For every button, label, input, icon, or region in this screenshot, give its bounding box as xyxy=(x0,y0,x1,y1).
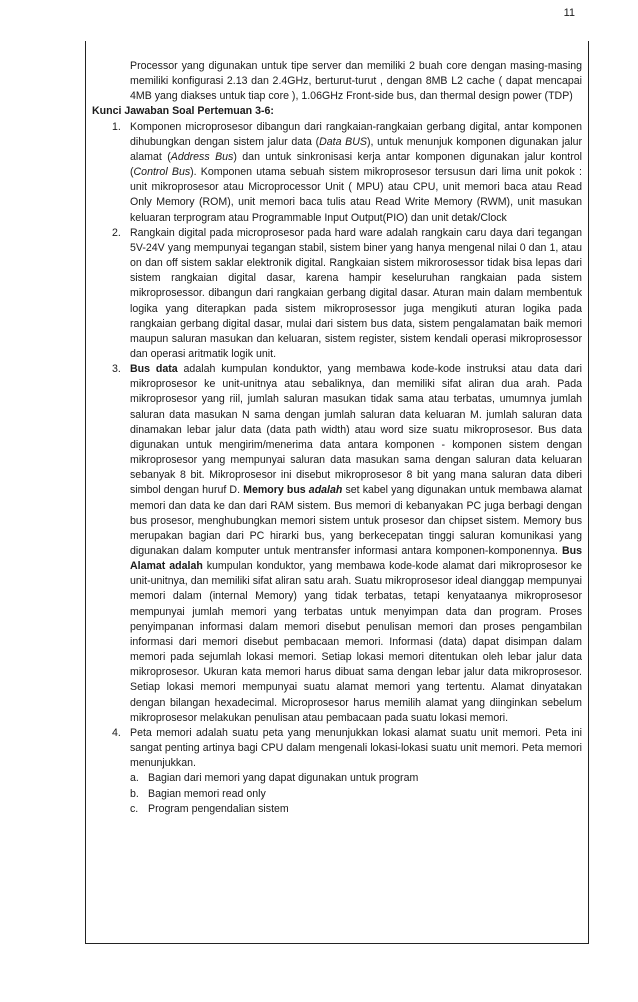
answer-text: ), untuk menunjuk komponen digunakan jalur alamat ( xyxy=(130,135,583,163)
answer-item-3 xyxy=(92,362,582,726)
answer-item-1 xyxy=(92,120,582,226)
page-number: 11 xyxy=(563,7,575,19)
italic-term: Data BUS xyxy=(319,135,367,148)
bold-italic-term: adalah xyxy=(308,484,343,497)
bold-term: Bus data xyxy=(130,363,178,376)
sub-item-letter: c. xyxy=(130,802,139,815)
answer-list xyxy=(92,120,582,817)
item-number: 2. xyxy=(112,226,121,239)
answer-text: ) dan untuk sinkronisasi kerja antar komponen digunakan jalur kontrol ( xyxy=(130,150,582,179)
item-number: 4. xyxy=(112,726,121,739)
bold-term: Memory bus xyxy=(243,484,306,497)
sub-item-letter: b. xyxy=(130,787,139,800)
intro-paragraph: Processor yang digunakan untuk tipe server dan memiliki 2 buah core dengan masing-masing memiliki konfigurasi 2.13 dan 2.4GHz, berturut-turut , dengan 8MB L2 cache ( dapat mencapai 4MB yang diakses untuk tiap core ), 1.06GHz Front-side bus, dan thermal design power (TDP) xyxy=(130,60,582,103)
content-box xyxy=(85,41,589,944)
sub-item-letter: a. xyxy=(130,772,139,785)
item-number: 3. xyxy=(112,363,121,376)
sub-item xyxy=(130,771,582,786)
answer-text: kumpulan konduktor, yang membawa kode-kode alamat dari mikroprosesor ke unit-unitnya, dan memiliki sifat aliran satu arah. Suatu mikroprosesor ideal dianggap mempunyai memori dalam (internal Memory) yang tidak terbatas, tetapi kenyataanya mikroprosesor mempunyai jumlah memori yang terbatas untuk menyimpan data dan program. Proses penyimpanan informasi dalam memori disebut penulisan memori dan proses pengambilan informasi dari memori disebut pembacaan memori. Informasi (data) dapat disimpan dalam memori pada sejumlah lokasi memori. Setiap lokasi memori ditentukan oleh lebar jalur data mikroprosesor. Ukuran kata memori harus dibuat sama dengan lebar jalur data mikroprosesor. Setiap lokasi memori mempunyai suatu alamat memori yang tertentu. Alamat dinyatakan dengan bilangan hexadecimal. Microprosesor harus memilih alamat yang diinginkan sebelum mikroprosesor melakukan penulisan atau pembacaan pada suatu lokasi memori. xyxy=(130,560,582,724)
answer-text: Rangkain digital pada microprosesor pada hard ware adalah rangkain caru daya dari tegangan 5V-24V yang mempunyai tegangan stabil, sistem biner yang hanya mengenal nilai 0 dan 1, atau on dan off sistem saklar elektronik digital. Rangkaian sistem mikrorosessor tidak bisa lepas dari sistem rangkaian digital dasar, karena hampir keseluruhan rangkaian pada sistem mikroprosessor. dibangun dari rangkaian gerbang digital dasar. Aturan main dalam membentuk logika yang diterapkan pada sistem mikroprosessor juga mengikuti aturan logika pada rangkaian gerbang digital dasar, mulai dari sistem bus data, sistem pengalamatan baik memori maupun saluran masukan dan keluaran, sistem register, sistem kendali operasi mikroprosessor dan operasi aritmatik logik unit. xyxy=(130,226,582,360)
sub-item xyxy=(130,787,582,802)
italic-term: Address Bus xyxy=(170,150,234,163)
sub-item-text: Bagian memori read only xyxy=(148,787,266,800)
answer-item-4 xyxy=(92,726,582,817)
answer-text: Komponen microprosesor dibangun dari rangkaian-rangkaian gerbang digital, antar komponen dihubungkan dengan sistem jalur data ( xyxy=(130,120,582,148)
section-heading: Kunci Jawaban Soal Pertemuan 3-6: xyxy=(92,105,274,118)
answer-item-2 xyxy=(92,226,582,362)
italic-term: Control Bus xyxy=(133,166,191,179)
answer-text: set kabel yang digunakan untuk membawa alamat memori dan data ke dan dari RAM sistem. Bus memori di kebanyakan PC juga berbagi dengan bus prosesor, menghubungkan memori sistem untuk prosesor dan chipset sistem. Memory bus merupakan bagian dari PC hirarki bus, yang berkecepatan tinggi saluran komunikasi yang digunakan dalam komputer untuk mentransfer informasi antara komponen-komponennya. xyxy=(130,484,582,557)
item-number: 1. xyxy=(112,120,121,133)
answer-text: ). Komponen utama sebuah sistem mikroprosesor tersusun dari lima unit pokok : unit mikroprosesor atau Microprocessor Unit ( MPU) atau CPU, unit memori baca atau Read Only Memory (ROM), unit memori baca tulis atau Read Write Memory (RWM), unit masukan keluaran terprogram atau Programmable Input Output(PIO) dan unit detak/Clock xyxy=(130,166,582,224)
answer-text: adalah kumpulan konduktor, yang membawa kode-kode instruksi atau data dari mikroprosesor ke unit-unitnya atau sebaliknya, dan memiliki sifat aliran dua arah. Pada mikroprosesor yang riil, jumlah saluran masukan tidak sama atau terbatas, umumnya jumlah saluran data masukan N sama dengan jumlah saluran data keluaran M. jumlah saluran data dinamakan lebar jalur data (data path width) atau word size suatu mikroprosesor. Bus data digunakan untuk mengirim/menerima data antara komponen - komponen sistem dengan mikroprosesor yang mempunyai saluran data masukan sama dengan saluran data keluaran sebanyak 8 bit. Mikroprosesor ini disebut mikroprosesor 8 bit yang mana saluran data diberi simbol dengan huruf D. xyxy=(130,363,582,497)
sub-item-text: Program pengendalian sistem xyxy=(148,802,289,815)
answer-text: Peta memori adalah suatu peta yang menunjukkan lokasi alamat suatu unit memori. Peta ini sangat penting artinya bagi CPU dalam mengenali lokasi-lokasi suatu unit memori. Peta memori menunjukkan. xyxy=(130,726,582,770)
sub-list xyxy=(130,771,582,816)
bold-term: Bus Alamat adalah xyxy=(130,545,582,573)
sub-item-text: Bagian dari memori yang dapat digunakan untuk program xyxy=(148,772,419,785)
sub-item xyxy=(130,802,582,817)
